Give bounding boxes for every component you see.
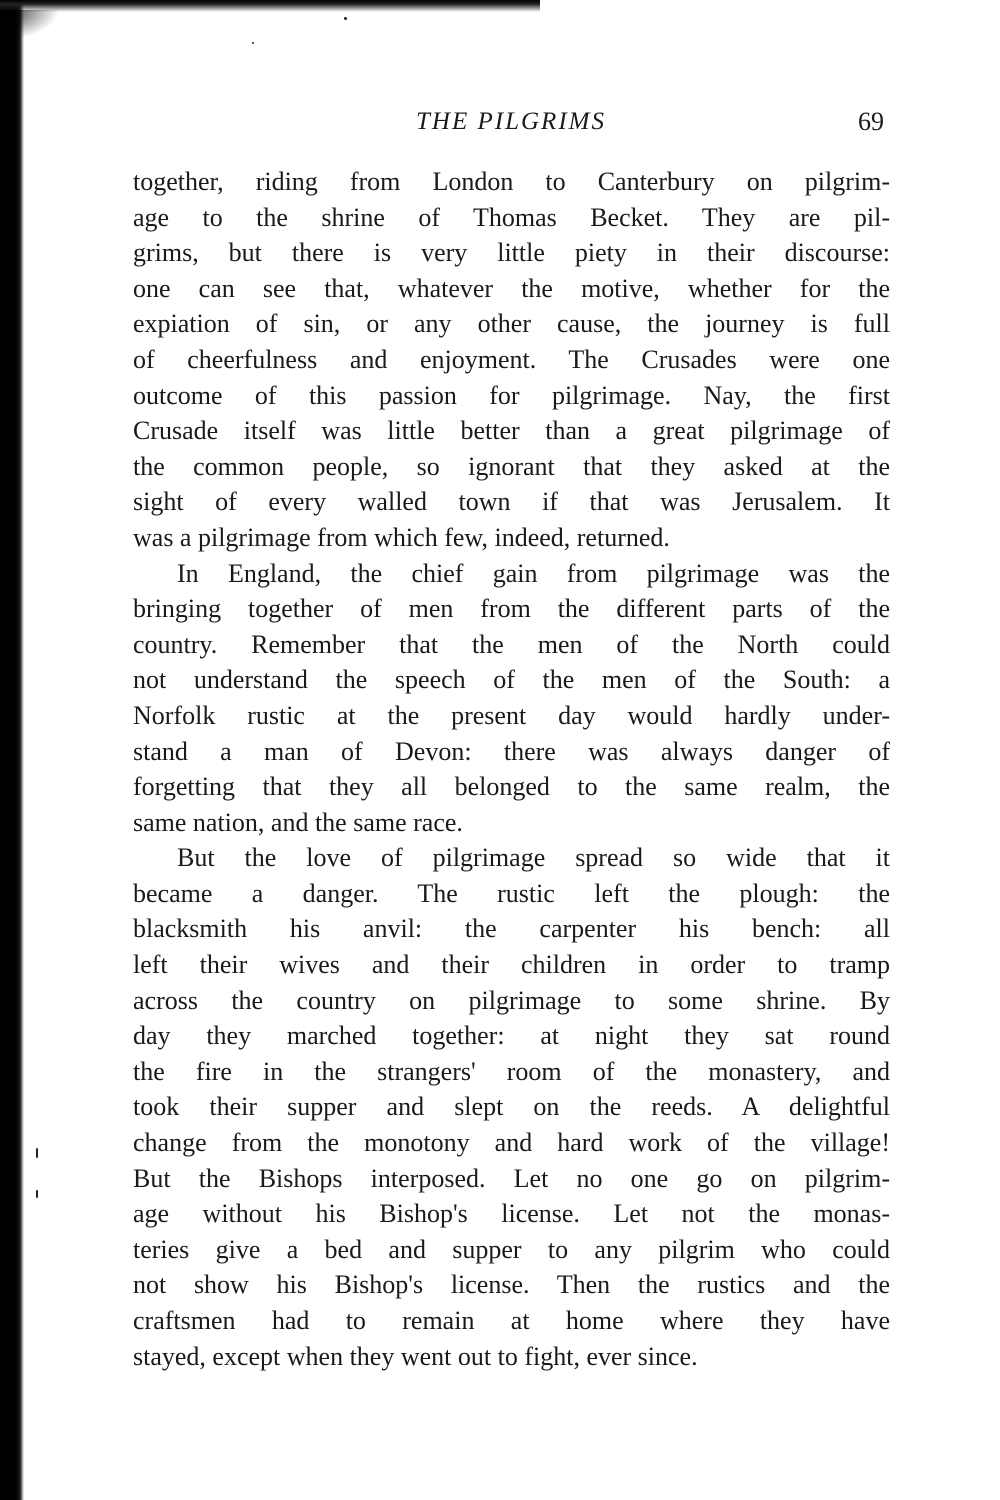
text-line: day they marched together: at night they sat round [133,1021,890,1051]
text-line: country. Remember that the men of the North could [133,629,890,659]
text-line: outcome of this passion for pilgrimage. Nay, the first [133,380,890,410]
text-line: teries give a bed and supper to any pilgrim who could [133,1234,890,1264]
page-binding-edge [0,0,24,1500]
text-line: Norfolk rustic at the present day would hardly under- [133,700,890,730]
text-line: bringing together of men from the different parts of the [133,594,890,624]
paragraph [133,556,890,841]
text-line: not understand the speech of the men of the South: a [133,665,890,695]
text-line: grims, but there is very little piety in their discourse: [133,238,890,268]
paragraph [133,164,890,556]
text-line: became a danger. The rustic left the plough: the [133,878,890,908]
scan-speck [36,1148,38,1158]
text-line: the common people, so ignorant that they asked at the [133,451,890,481]
text-line: age without his Bishop's license. Let not the monas- [133,1199,890,1229]
text-line: across the country on pilgrimage to some shrine. By [133,985,890,1015]
running-head [132,104,890,140]
scan-smudge [0,10,60,40]
page-number: 69 [858,107,884,136]
text-line: stand a man of Devon: there was always danger of [133,736,890,766]
scan-speck [36,1190,38,1198]
text-line: sight of every walled town if that was Jerusalem. It [133,487,890,517]
text-line: together, riding from London to Canterbury on pilgrim- [133,167,890,196]
text-line: craftsmen had to remain at home where they have [133,1306,890,1335]
body-text [133,164,890,1374]
text-line: not show his Bishop's license. Then the rustics and the [133,1270,890,1300]
text-line: But the love of pilgrimage spread so wide that it [177,843,890,873]
text-line: of cheerfulness and enjoyment. The Crusades were one [133,344,890,374]
text-line: same nation, and the same race. [133,807,463,837]
text-line: But the Bishops interposed. Let no one go on pilgrim- [133,1163,890,1193]
scan-speck [252,42,254,44]
text-line: one can see that, whatever the motive, whether for the [133,273,890,303]
page-top-edge [0,0,540,12]
text-line: Crusade itself was little better than a great pilgrimage of [133,416,890,446]
text-line: expiation of sin, or any other cause, the journey is full [133,309,890,339]
text-line: took their supper and slept on the reeds. A delightful [133,1092,890,1122]
running-title: THE PILGRIMS [416,108,606,135]
text-line: stayed, except when they went out to fight, ever since. [133,1341,698,1371]
text-line: left their wives and their children in order to tramp [133,950,890,980]
text-line: change from the monotony and hard work of the village! [133,1128,890,1158]
paragraph [133,840,890,1374]
text-line: In England, the chief gain from pilgrimage was the [177,558,890,588]
text-line: age to the shrine of Thomas Becket. They are pil- [133,202,890,232]
text-line: blacksmith his anvil: the carpenter his bench: all [133,914,890,944]
text-line: forgetting that they all belonged to the same realm, the [133,772,890,802]
scan-speck [344,17,347,20]
text-line: was a pilgrimage from which few, indeed, returned. [133,522,670,552]
text-line: the fire in the strangers' room of the monastery, and [133,1056,890,1086]
